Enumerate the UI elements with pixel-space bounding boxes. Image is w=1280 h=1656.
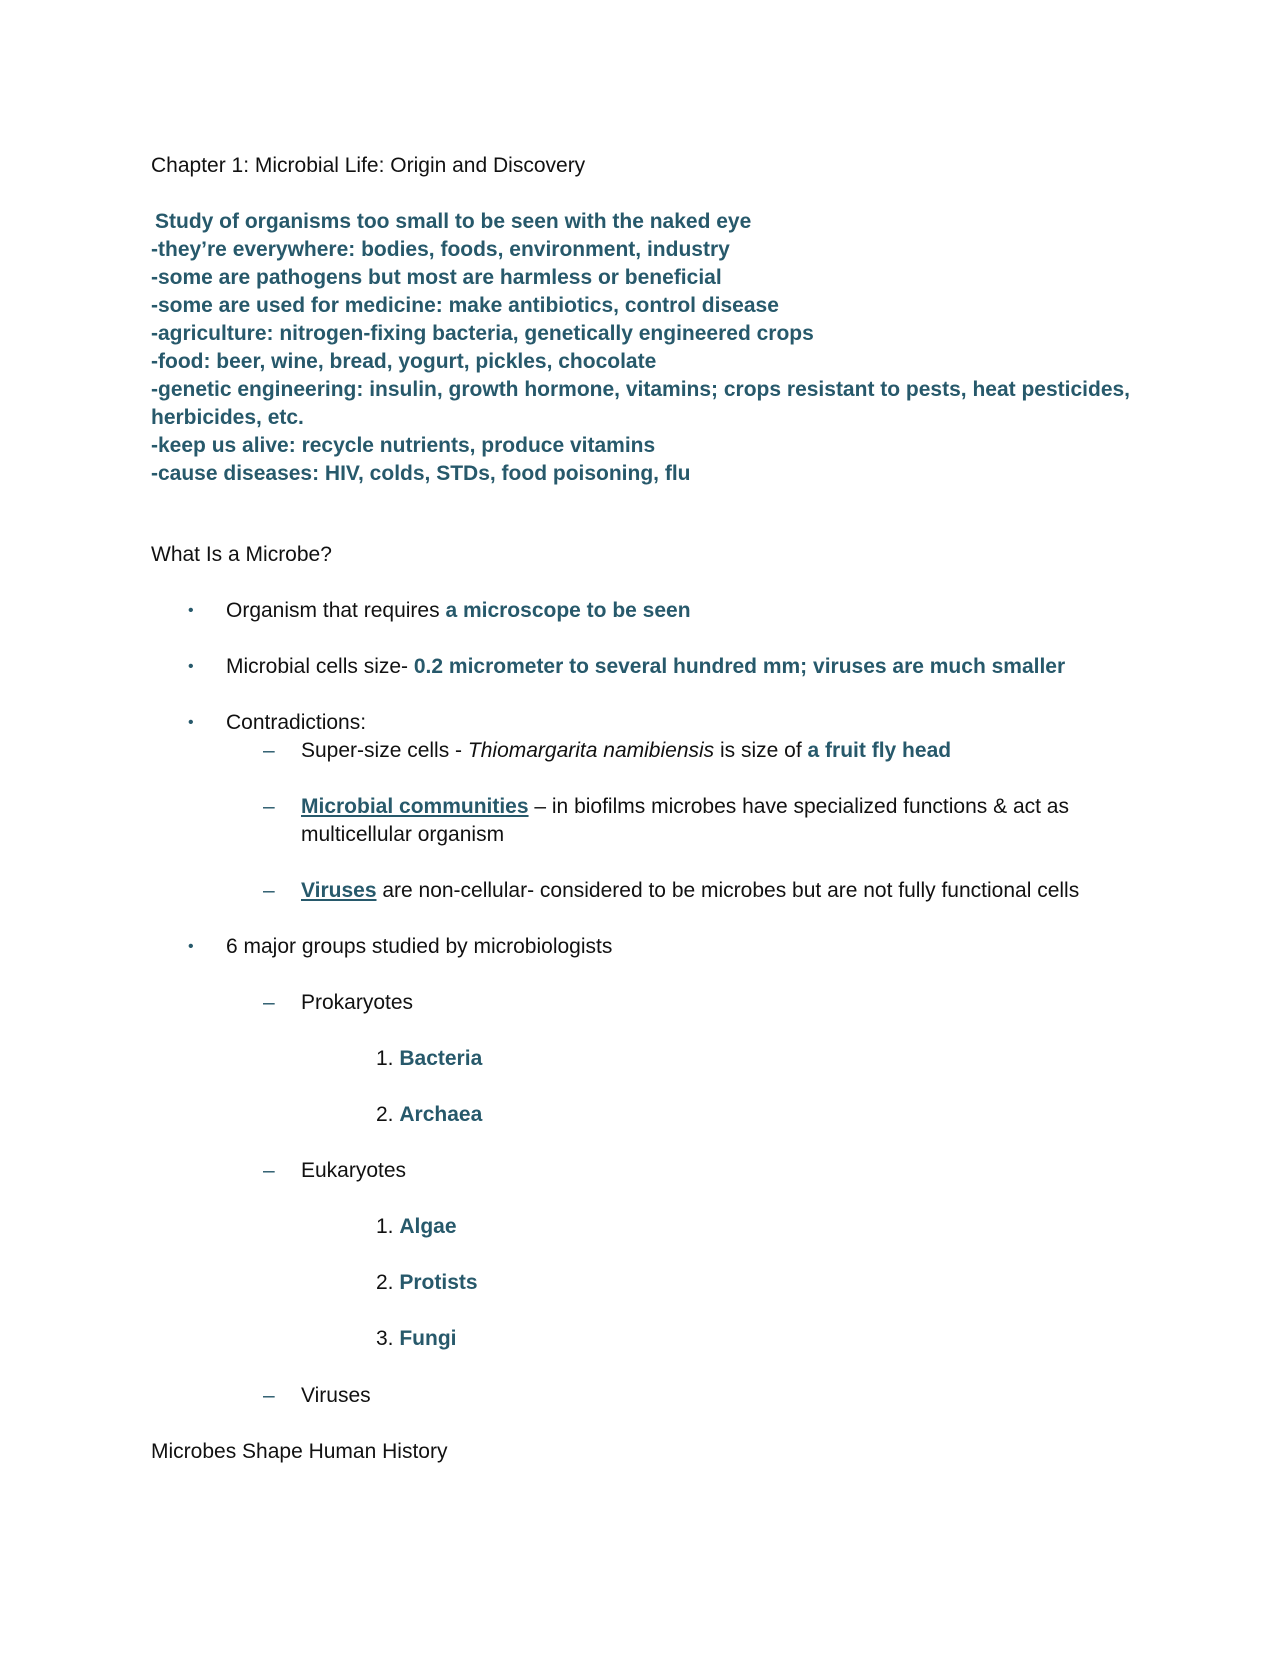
- numbered-item: [376, 1325, 457, 1353]
- sub-bullet-item: [301, 793, 1069, 821]
- bullet-highlight: a microscope to be seen: [445, 599, 691, 622]
- item-number: 3.: [376, 1327, 400, 1350]
- bullet-text: Microbial cells size-: [226, 655, 414, 678]
- microbial-communities-term: Microbial communities: [301, 795, 529, 818]
- intro-line: -keep us alive: recycle nutrients, produce vitamins: [151, 434, 656, 457]
- bullet-item: [226, 597, 691, 625]
- group-viruses: Viruses: [301, 1384, 371, 1407]
- sub-bullet-highlight: a fruit fly head: [807, 739, 952, 762]
- bullet-glyph: •: [188, 938, 194, 955]
- sub-bullet-continuation: multicellular organism: [301, 823, 505, 846]
- section-heading: What Is a Microbe?: [151, 543, 332, 566]
- intro-line: -some are pathogens but most are harmless or beneficial: [151, 266, 722, 289]
- group-bacteria: Bacteria: [399, 1047, 483, 1070]
- dash-glyph: –: [263, 1384, 275, 1407]
- item-number: 1.: [376, 1047, 400, 1070]
- group-algae: Algae: [399, 1215, 457, 1238]
- numbered-item: [376, 1269, 478, 1297]
- item-number: 1.: [376, 1215, 400, 1238]
- sub-bullet-text: Super-size cells -: [301, 739, 468, 762]
- viruses-term: Viruses: [301, 879, 377, 902]
- species-name: Thiomargarita namibiensis: [467, 739, 715, 762]
- group-protists: Protists: [399, 1271, 478, 1294]
- bullet-item: Contradictions:: [226, 711, 367, 734]
- bullet-highlight: 0.2 micrometer to several hundred mm; viruses are much smaller: [413, 655, 1066, 678]
- intro-line: -they’re everywhere: bodies, foods, environment, industry: [151, 238, 730, 261]
- sub-bullet-text: are non-cellular- considered to be microbes but are not fully functional cells: [376, 879, 1080, 902]
- bullet-item: [226, 653, 1065, 681]
- bullet-glyph: •: [188, 714, 194, 731]
- sub-bullet-text: is size of: [714, 739, 808, 762]
- numbered-item: [376, 1101, 482, 1129]
- numbered-item: [376, 1213, 457, 1241]
- intro-line: -cause diseases: HIV, colds, STDs, food poisoning, flu: [151, 462, 691, 485]
- intro-line: herbicides, etc.: [151, 406, 304, 429]
- section-heading: Microbes Shape Human History: [151, 1440, 448, 1463]
- chapter-title: Chapter 1: Microbial Life: Origin and Discovery: [151, 154, 586, 177]
- group-eukaryotes: Eukaryotes: [301, 1159, 407, 1182]
- dash-glyph: –: [263, 879, 275, 902]
- intro-line: -food: beer, wine, bread, yogurt, pickles, chocolate: [151, 350, 657, 373]
- group-prokaryotes: Prokaryotes: [301, 991, 414, 1014]
- sub-bullet-item: [301, 877, 1079, 905]
- numbered-item: [376, 1045, 482, 1073]
- sub-bullet-text: – in biofilms microbes have specialized functions & act as: [528, 795, 1069, 818]
- group-fungi: Fungi: [399, 1327, 457, 1350]
- intro-line: -genetic engineering: insulin, growth hormone, vitamins; crops resistant to pests, heat pesticides,: [151, 378, 1131, 401]
- bullet-glyph: •: [188, 602, 194, 619]
- sub-bullet-item: [301, 737, 951, 765]
- bullet-item: 6 major groups studied by microbiologists: [226, 935, 613, 958]
- item-number: 2.: [376, 1271, 400, 1294]
- bullet-glyph: •: [188, 658, 194, 675]
- bullet-text: Organism that requires: [226, 599, 446, 622]
- group-archaea: Archaea: [399, 1103, 483, 1126]
- dash-glyph: –: [263, 991, 275, 1014]
- item-number: 2.: [376, 1103, 400, 1126]
- dash-glyph: –: [263, 739, 275, 762]
- intro-line: -some are used for medicine: make antibiotics, control disease: [151, 294, 779, 317]
- dash-glyph: –: [263, 795, 275, 818]
- dash-glyph: –: [263, 1159, 275, 1182]
- intro-line: -agriculture: nitrogen-fixing bacteria, genetically engineered crops: [151, 322, 814, 345]
- intro-line: Study of organisms too small to be seen with the naked eye: [155, 210, 752, 233]
